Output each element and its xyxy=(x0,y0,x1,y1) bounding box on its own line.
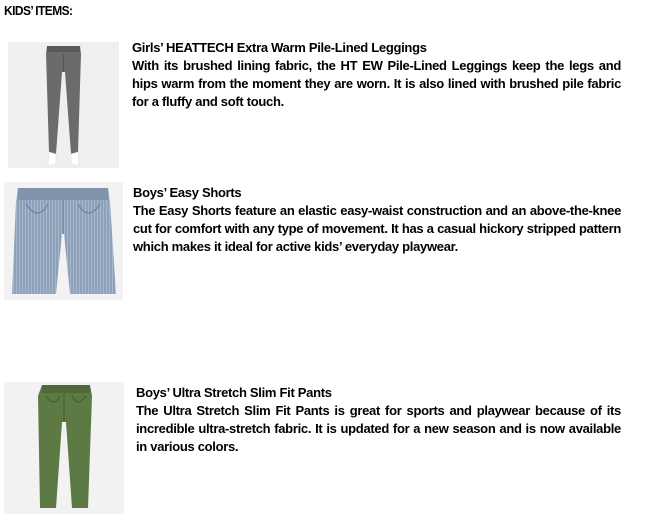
pants-icon xyxy=(4,382,124,514)
shorts-icon xyxy=(4,182,123,300)
item-description: With its brushed lining fabric, the HT EW Pile-Lined Leggings keep the legs and hips warm from the moment they are worn. It is also lined with brushed pile fabric for a fluffy and soft touch. xyxy=(132,58,621,109)
item-description: The Easy Shorts feature an elastic easy-waist construction and an above-the-knee cut for comfort with any type of movement. It has a casual hickory stripped pattern which makes it ideal for active kids’ everyday playwear. xyxy=(133,203,621,254)
item-title: Boys’ Ultra Stretch Slim Fit Pants xyxy=(136,385,332,400)
leggings-icon xyxy=(8,42,119,168)
item-shorts xyxy=(133,184,621,256)
item-title: Girls’ HEATTECH Extra Warm Pile-Lined Leggings xyxy=(132,40,427,55)
item-pants xyxy=(136,384,621,456)
item-description: The Ultra Stretch Slim Fit Pants is great for sports and playwear because of its incredible ultra-stretch fabric. It is updated for a new season and is now available in various colors. xyxy=(136,403,621,454)
item-title: Boys’ Easy Shorts xyxy=(133,185,242,200)
leggings-image xyxy=(8,42,119,168)
item-leggings xyxy=(132,39,621,111)
section-heading: KIDS’ ITEMS: xyxy=(4,3,73,18)
shorts-image xyxy=(4,182,123,300)
pants-image xyxy=(4,382,124,514)
